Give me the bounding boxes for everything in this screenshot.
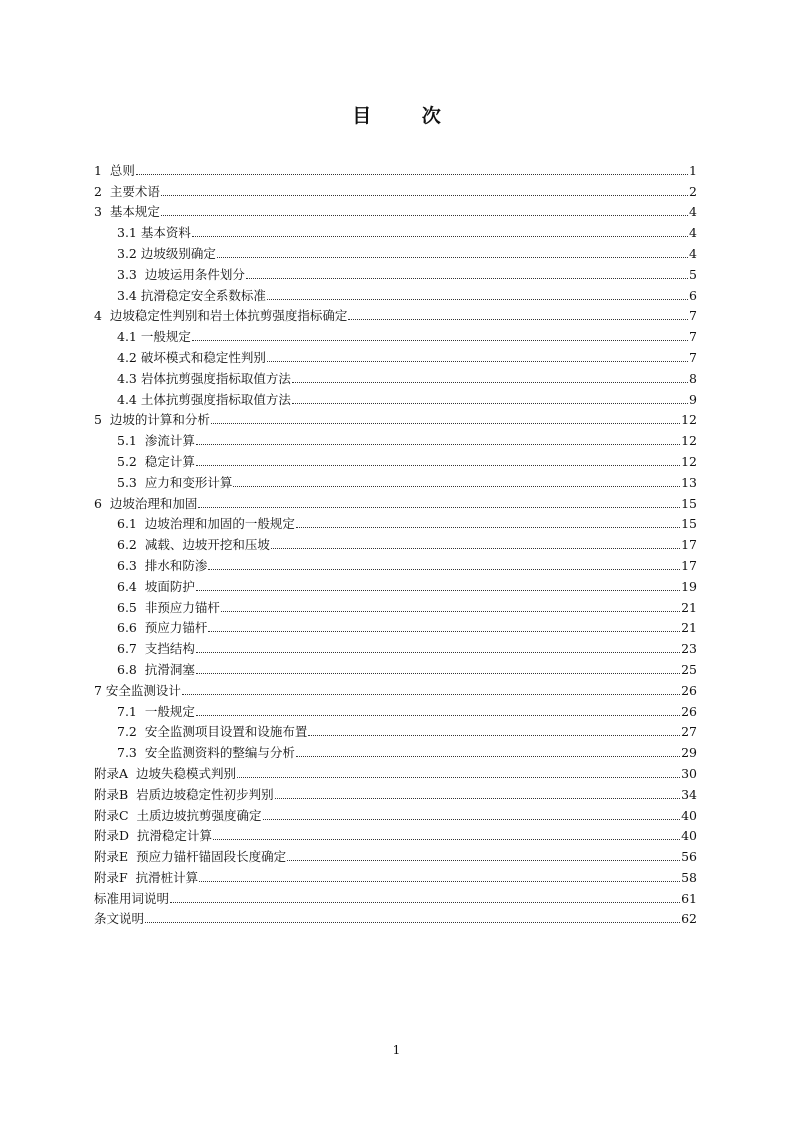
toc-entry-page: 5 — [689, 266, 697, 282]
toc-dot-leader — [192, 235, 688, 237]
toc-entry[interactable] — [94, 427, 697, 448]
toc-entry-page: 30 — [681, 765, 697, 781]
toc-entry-label: 4 边坡稳定性判别和岩土体抗剪强度指标确定 — [94, 308, 348, 324]
toc-entry[interactable] — [94, 490, 697, 511]
toc-entry-page: 9 — [689, 391, 697, 407]
toc-entry-label: 4.1 一般规定 — [117, 329, 191, 345]
page-number: 1 — [392, 1043, 401, 1057]
toc-entry-label: 3.2 边坡级别确定 — [117, 245, 216, 261]
toc-entry-page: 27 — [681, 724, 697, 740]
toc-dot-leader — [308, 734, 680, 736]
toc-entry-label: 4.2 破坏模式和稳定性判别 — [117, 349, 266, 365]
toc-dot-leader — [267, 360, 688, 362]
toc-entry[interactable] — [94, 552, 697, 573]
toc-dot-leader — [267, 298, 688, 300]
toc-entry-label: 6.8 抗滑洞塞 — [117, 661, 195, 677]
toc-entry-label: 3.4 抗滑稳定安全系数标准 — [117, 287, 266, 303]
toc-entry-label: 3.3 边坡运用条件划分 — [117, 266, 245, 282]
toc-entry[interactable] — [94, 448, 697, 469]
toc-entry-page: 17 — [681, 537, 697, 553]
toc-entry-page: 62 — [681, 911, 697, 927]
toc-dot-leader — [170, 901, 680, 903]
toc-entry-page: 23 — [681, 641, 697, 657]
toc-entry-label: 7.2 安全监测项目设置和设施布置 — [117, 724, 308, 740]
toc-dot-leader — [292, 381, 688, 383]
toc-entry[interactable] — [94, 781, 697, 802]
toc-entry-page: 1 — [689, 162, 697, 178]
toc-entry-page: 21 — [681, 599, 697, 615]
toc-entry-label: 7.1 一般规定 — [117, 703, 195, 719]
toc-dot-leader — [275, 797, 680, 799]
toc-entry-page: 25 — [681, 661, 697, 677]
toc-entry-page: 15 — [681, 495, 697, 511]
toc-dot-leader — [296, 526, 680, 528]
toc-entry[interactable] — [94, 511, 697, 532]
toc-dot-leader — [196, 714, 680, 716]
toc-entry-label: 标准用词说明 — [94, 890, 170, 906]
toc-entry-page: 61 — [681, 890, 697, 906]
toc-entry-label: 5 边坡的计算和分析 — [94, 412, 210, 428]
toc-dot-leader — [196, 672, 680, 674]
toc-entry-label: 6.6 预应力锚杆 — [117, 620, 208, 636]
toc-entry[interactable] — [94, 594, 697, 615]
toc-entry[interactable] — [94, 843, 697, 864]
toc-entry-label: 6 边坡治理和加固 — [94, 495, 198, 511]
toc-entry-label: 4.4 土体抗剪强度指标取值方法 — [117, 391, 291, 407]
toc-entry-page: 4 — [689, 225, 697, 241]
toc-entry-page: 29 — [681, 745, 697, 761]
toc-entry-label: 附录D 抗滑稳定计算 — [94, 828, 212, 844]
toc-entry[interactable] — [94, 719, 697, 740]
toc-entry-page: 7 — [689, 349, 697, 365]
toc-entry-label: 1 总则 — [94, 162, 135, 178]
toc-entry-label: 4.3 岩体抗剪强度指标取值方法 — [117, 370, 291, 386]
table-of-contents — [94, 157, 697, 926]
toc-dot-leader — [221, 610, 680, 612]
toc-dot-leader — [136, 173, 688, 175]
toc-entry[interactable] — [94, 677, 697, 698]
toc-entry[interactable] — [94, 573, 697, 594]
toc-entry[interactable] — [94, 386, 697, 407]
toc-entry-page: 58 — [681, 869, 697, 885]
toc-entry-label: 3 基本规定 — [94, 204, 160, 220]
toc-entry-label: 2 主要术语 — [94, 183, 160, 199]
toc-entry-label: 5.2 稳定计算 — [117, 453, 195, 469]
toc-entry[interactable] — [94, 802, 697, 823]
toc-entry-label: 7.3 安全监测资料的整编与分析 — [117, 745, 295, 761]
toc-entry[interactable] — [94, 178, 697, 199]
toc-dot-leader — [211, 422, 680, 424]
toc-entry[interactable] — [94, 407, 697, 428]
toc-entry[interactable] — [94, 656, 697, 677]
toc-entry-label: 5.3 应力和变形计算 — [117, 474, 233, 490]
toc-entry[interactable] — [94, 344, 697, 365]
toc-dot-leader — [217, 256, 688, 258]
toc-entry-label: 附录F 抗滑桩计算 — [94, 869, 199, 885]
toc-dot-leader — [263, 818, 681, 820]
toc-entry-page: 19 — [681, 578, 697, 594]
toc-entry[interactable] — [94, 469, 697, 490]
toc-entry-label: 条文说明 — [94, 911, 145, 927]
toc-dot-leader — [145, 921, 680, 923]
toc-dot-leader — [198, 506, 680, 508]
toc-entry[interactable] — [94, 760, 697, 781]
page-title: 目 次 — [352, 105, 463, 127]
toc-dot-leader — [161, 214, 688, 216]
toc-entry[interactable] — [94, 531, 697, 552]
toc-entry-label: 6.5 非预应力锚杆 — [117, 599, 220, 615]
toc-entry-label: 6.2 减载、边坡开挖和压坡 — [117, 537, 270, 553]
toc-entry[interactable] — [94, 906, 697, 927]
toc-entry-page: 40 — [681, 828, 697, 844]
toc-entry[interactable] — [94, 219, 697, 240]
toc-entry[interactable] — [94, 864, 697, 885]
toc-entry-label: 附录E 预应力锚杆锚固段长度确定 — [94, 849, 287, 865]
toc-entry[interactable] — [94, 823, 697, 844]
toc-dot-leader — [196, 589, 680, 591]
toc-dot-leader — [213, 838, 680, 840]
toc-entry[interactable] — [94, 739, 697, 760]
toc-entry-page: 7 — [689, 329, 697, 345]
toc-entry-page: 4 — [689, 204, 697, 220]
toc-entry[interactable] — [94, 615, 697, 636]
toc-entry[interactable] — [94, 698, 697, 719]
toc-dot-leader — [271, 547, 680, 549]
toc-entry-page: 40 — [681, 807, 697, 823]
toc-entry-label: 3.1 基本资料 — [117, 225, 191, 241]
toc-entry-label: 附录C 土质边坡抗剪强度确定 — [94, 807, 262, 823]
toc-dot-leader — [233, 485, 680, 487]
toc-entry-page: 4 — [689, 245, 697, 261]
toc-entry-label: 5.1 渗流计算 — [117, 433, 195, 449]
toc-entry-page: 26 — [681, 682, 697, 698]
toc-dot-leader — [199, 880, 680, 882]
toc-entry-label: 6.1 边坡治理和加固的一般规定 — [117, 516, 295, 532]
toc-dot-leader — [196, 443, 680, 445]
toc-entry-page: 8 — [689, 370, 697, 386]
toc-entry-page: 12 — [681, 412, 697, 428]
toc-entry[interactable] — [94, 365, 697, 386]
toc-dot-leader — [287, 859, 680, 861]
toc-entry-page: 2 — [689, 183, 697, 199]
toc-dot-leader — [196, 651, 680, 653]
toc-dot-leader — [246, 277, 688, 279]
toc-entry-page: 13 — [681, 474, 697, 490]
toc-entry[interactable] — [94, 240, 697, 261]
toc-dot-leader — [237, 776, 680, 778]
toc-entry[interactable] — [94, 635, 697, 656]
toc-entry-page: 21 — [681, 620, 697, 636]
toc-dot-leader — [208, 630, 680, 632]
toc-dot-leader — [348, 318, 688, 320]
toc-entry-page: 34 — [681, 786, 697, 802]
toc-entry-label: 6.7 支挡结构 — [117, 641, 195, 657]
toc-entry-page: 26 — [681, 703, 697, 719]
toc-entry-page: 12 — [681, 433, 697, 449]
toc-entry[interactable] — [94, 323, 697, 344]
toc-entry-label: 7 安全监测设计 — [94, 682, 181, 698]
toc-entry-label: 6.4 坡面防护 — [117, 578, 195, 594]
toc-entry-label: 6.3 排水和防渗 — [117, 557, 208, 573]
toc-entry-page: 6 — [689, 287, 697, 303]
toc-entry-page: 12 — [681, 453, 697, 469]
toc-dot-leader — [208, 568, 680, 570]
toc-entry[interactable] — [94, 199, 697, 220]
toc-dot-leader — [296, 755, 680, 757]
toc-entry-label: 附录A 边坡失稳模式判别 — [94, 765, 236, 781]
toc-dot-leader — [192, 339, 688, 341]
toc-dot-leader — [182, 693, 680, 695]
toc-entry-page: 15 — [681, 516, 697, 532]
toc-entry[interactable] — [94, 157, 697, 178]
toc-entry[interactable] — [94, 282, 697, 303]
toc-entry[interactable] — [94, 885, 697, 906]
toc-entry-page: 7 — [689, 308, 697, 324]
toc-entry[interactable] — [94, 261, 697, 282]
toc-entry-page: 17 — [681, 557, 697, 573]
toc-dot-leader — [292, 402, 688, 404]
toc-entry[interactable] — [94, 303, 697, 324]
toc-entry-label: 附录B 岩质边坡稳定性初步判别 — [94, 786, 274, 802]
toc-entry-page: 56 — [681, 849, 697, 865]
toc-dot-leader — [196, 464, 680, 466]
toc-dot-leader — [161, 194, 688, 196]
